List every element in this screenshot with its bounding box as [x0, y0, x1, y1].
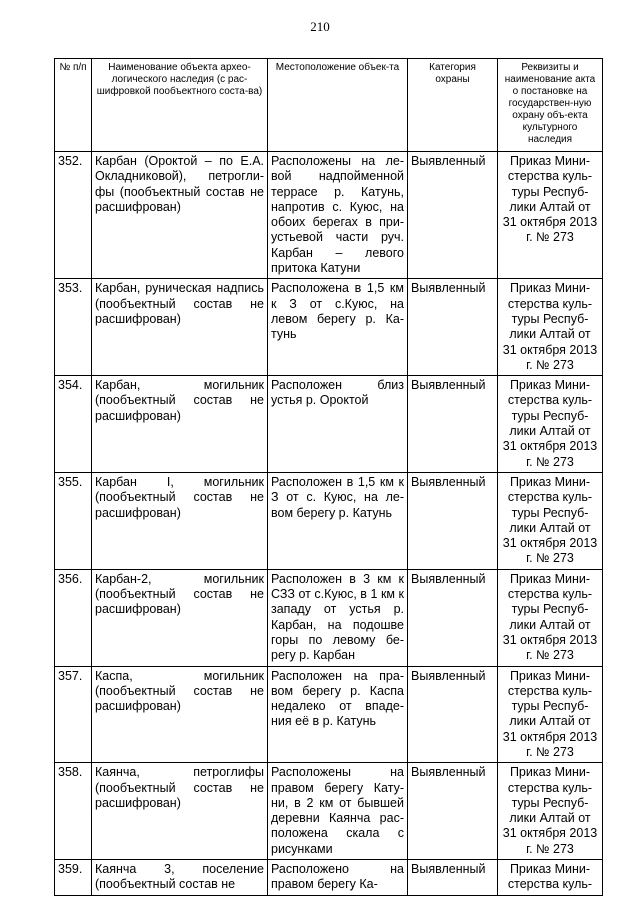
header-num: № п/п [55, 59, 92, 152]
row-location: Расположены на правом берегу Кату-ни, в 2 км от бывшей деревни Каянча рас-положена скала с рисунками [268, 763, 408, 860]
row-category: Выявленный [408, 569, 498, 666]
row-num: 359. [55, 860, 92, 896]
row-num: 358. [55, 763, 92, 860]
row-name: Карбан (Ороктой – по Е.А. Окладниковой), петрогли-фы (пообъектный состав не расшифрован) [92, 152, 268, 279]
row-requisites: Приказ Мини-стерства куль-туры Респуб-лики Алтай от 31 октября 2013 г. № 273 [498, 569, 603, 666]
table-row [55, 279, 603, 376]
row-name: Карбан, могильник (пообъектный состав не расшифрован) [92, 376, 268, 473]
table-header-row [55, 59, 603, 152]
row-name: Карбан I, могильник (пообъектный состав не расшифрован) [92, 472, 268, 569]
row-num: 353. [55, 279, 92, 376]
row-num: 352. [55, 152, 92, 279]
row-category: Выявленный [408, 472, 498, 569]
row-location: Расположены на ле-вой надпойменной террасе р. Катунь, напротив с. Куюс, на обоих берегах в при-устьевой части руч. Карбан – левого притока Катуни [268, 152, 408, 279]
row-name: Карбан-2, могильник (пообъектный состав не расшифрован) [92, 569, 268, 666]
row-name: Каспа, могильник (пообъектный состав не расшифрован) [92, 666, 268, 763]
header-name: Наименование объекта архео-логического наследия (с рас-шифровкой пообъектного соста-ва) [92, 59, 268, 152]
table-row [55, 376, 603, 473]
heritage-registry-table [54, 58, 603, 896]
table-row [55, 860, 603, 896]
row-num: 355. [55, 472, 92, 569]
row-name: Каянча 3, поселение (пообъектный состав не [92, 860, 268, 896]
header-location: Местоположение объек-та [268, 59, 408, 152]
row-location: Расположен в 1,5 км к З от с. Куюс, на ле-вом берегу р. Катунь [268, 472, 408, 569]
row-category: Выявленный [408, 860, 498, 896]
row-location: Расположено на правом берегу Ка- [268, 860, 408, 896]
row-category: Выявленный [408, 376, 498, 473]
row-requisites: Приказ Мини-стерства куль- [498, 860, 603, 896]
row-name: Каянча, петроглифы (пообъектный состав не расшифрован) [92, 763, 268, 860]
table-row [55, 152, 603, 279]
table-row [55, 666, 603, 763]
table-row [55, 472, 603, 569]
table-row [55, 569, 603, 666]
header-requisites: Реквизиты и наименование акта о постановке на государствен-ную охрану объ-екта культурного наследия [498, 59, 603, 152]
row-location: Расположен близ устья р. Ороктой [268, 376, 408, 473]
row-requisites: Приказ Мини-стерства куль-туры Респуб-лики Алтай от 31 октября 2013 г. № 273 [498, 376, 603, 473]
table-row [55, 763, 603, 860]
row-category: Выявленный [408, 666, 498, 763]
row-location: Расположен в 3 км к СЗЗ от с.Куюс, в 1 км к западу от устья р. Карбан, на подошве горы по левому бе-регу р. Карбан [268, 569, 408, 666]
row-requisites: Приказ Мини-стерства куль-туры Респуб-лики Алтай от 31 октября 2013 г. № 273 [498, 666, 603, 763]
row-category: Выявленный [408, 279, 498, 376]
header-category: Категория охраны [408, 59, 498, 152]
row-name: Карбан, руническая надпись (пообъектный состав не расшифрован) [92, 279, 268, 376]
page-number: 210 [310, 19, 330, 34]
row-requisites: Приказ Мини-стерства куль-туры Респуб-лики Алтай от 31 октября 2013 г. № 273 [498, 763, 603, 860]
row-category: Выявленный [408, 152, 498, 279]
row-requisites: Приказ Мини-стерства куль-туры Респуб-лики Алтай от 31 октября 2013 г. № 273 [498, 152, 603, 279]
row-requisites: Приказ Мини-стерства куль-туры Респуб-лики Алтай от 31 октября 2013 г. № 273 [498, 472, 603, 569]
row-location: Расположена в 1,5 км к З от с.Куюс, на левом берегу р. Ка-тунь [268, 279, 408, 376]
row-requisites: Приказ Мини-стерства куль-туры Респуб-лики Алтай от 31 октября 2013 г. № 273 [498, 279, 603, 376]
row-num: 354. [55, 376, 92, 473]
row-location: Расположен на пра-вом берегу р. Каспа недалеко от впаде-ния её в р. Катунь [268, 666, 408, 763]
row-num: 357. [55, 666, 92, 763]
row-num: 356. [55, 569, 92, 666]
row-category: Выявленный [408, 763, 498, 860]
